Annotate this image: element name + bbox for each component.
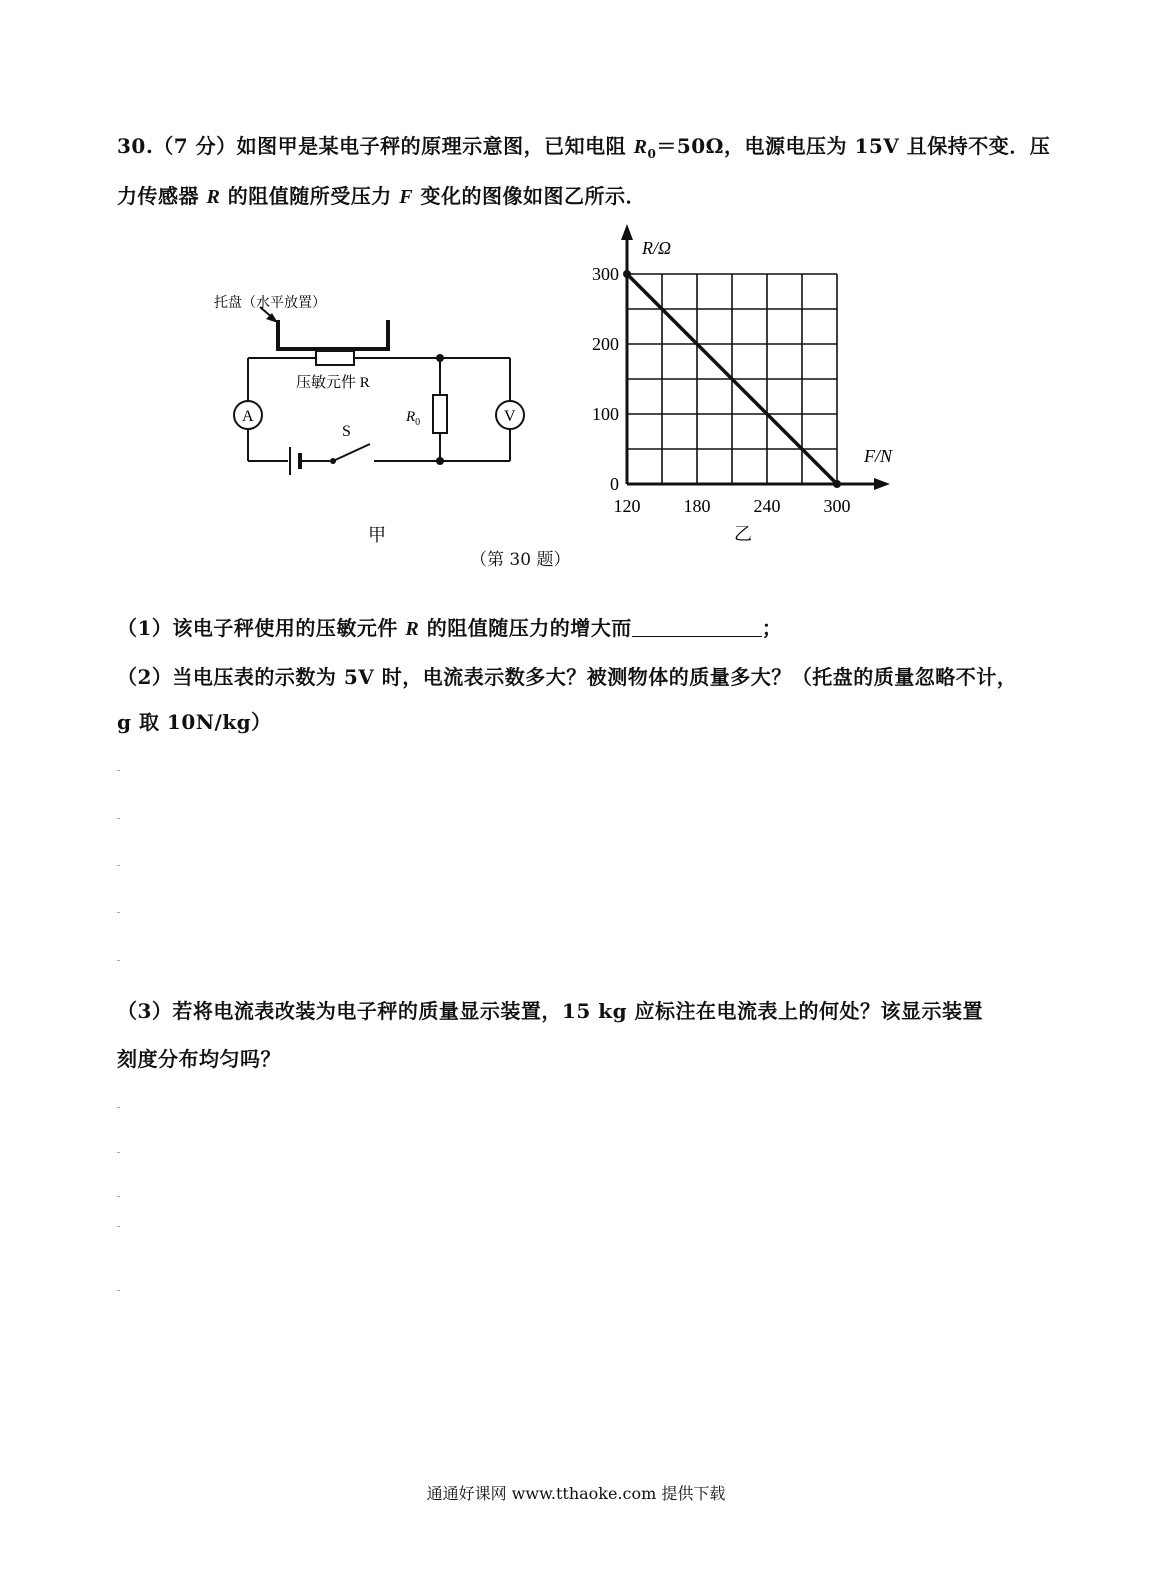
- sensor-label: 压敏元件 R: [296, 375, 370, 391]
- question-line-2: [117, 180, 646, 209]
- x-tick-label: 240: [753, 496, 781, 516]
- circuit-diagram: [200, 285, 540, 555]
- part-2-line-2: g 取 10N/kg）: [117, 710, 272, 734]
- margin-mark: [117, 1226, 120, 1227]
- y-tick-label: 0: [610, 474, 619, 494]
- question-text-1b: ＝50Ω，电源电压为 15V 且保持不变．压: [656, 134, 1051, 158]
- part-3-line-1: （3）若将电流表改装为电子秤的质量显示装置，15 kg 应标注在电流表上的何处？该显示装置: [117, 999, 984, 1023]
- part-1-text-b: 的阻值随压力的增大而: [419, 616, 632, 640]
- chart-ticks: [592, 264, 851, 516]
- switch-label: S: [342, 423, 351, 440]
- ammeter-label: A: [242, 408, 254, 425]
- y-tick-label: 100: [592, 404, 619, 424]
- data-point: [833, 480, 841, 488]
- question-text-2c: 变化的图像如图乙所示．: [413, 184, 647, 208]
- margin-mark: [117, 770, 120, 771]
- part-1: [117, 612, 782, 641]
- x-axis-label: F/N: [864, 446, 893, 466]
- r0-label-main: R: [406, 409, 416, 425]
- part-1-text-a: （1）该电子秤使用的压敏元件: [117, 616, 406, 640]
- circuit-caption: 甲: [368, 525, 386, 545]
- part-2-line-1: （2）当电压表的示数为 5V 时，电流表示数多大？被测物体的质量多大？（托盘的质量忽略不计，: [117, 665, 1018, 689]
- pressure-sensor: [316, 351, 354, 365]
- margin-mark: [117, 912, 120, 913]
- question-text-2a: 力传感器: [117, 184, 207, 208]
- margin-mark: [117, 818, 120, 819]
- resistor-r0: [433, 395, 447, 433]
- tray-label: 托盘（水平放置）: [214, 296, 326, 311]
- y-tick-label: 200: [592, 334, 619, 354]
- x-tick-label: 180: [683, 496, 711, 516]
- x-tick-label: 120: [613, 496, 641, 516]
- resistance-force-chart: [570, 220, 900, 560]
- y-axis-label: R/Ω: [642, 238, 672, 258]
- figure-caption: （第 30 题）: [470, 550, 571, 570]
- margin-mark: [117, 1152, 120, 1153]
- margin-mark: [117, 1107, 120, 1108]
- tray: [278, 320, 388, 349]
- page-footer: 通通好课网 www.tthaoke.com 提供下载: [426, 1484, 726, 1503]
- part-3-line-2: 刻度分布均匀吗？: [117, 1047, 281, 1071]
- r0-subscript: 0: [647, 147, 657, 161]
- y-tick-label: 300: [592, 264, 619, 284]
- chart-caption: 乙: [734, 524, 752, 544]
- question-text-2b: 的阻值随所受压力: [220, 184, 400, 208]
- margin-mark: [117, 865, 120, 866]
- question-number: 30.: [117, 134, 154, 158]
- r-symbol: R: [206, 186, 221, 208]
- r0-symbol: R: [633, 136, 648, 158]
- part-1-r-symbol: R: [405, 618, 420, 640]
- x-axis-arrow: [874, 478, 890, 490]
- f-symbol: F: [399, 186, 414, 208]
- question-text-1a: （7 分）如图甲是某电子秤的原理示意图，已知电阻: [153, 134, 634, 158]
- answer-blank[interactable]: [632, 618, 762, 637]
- r0-label: [405, 409, 420, 428]
- x-tick-label: 300: [823, 496, 851, 516]
- question-line-1: [117, 130, 1050, 161]
- r0-label-sub: 0: [415, 417, 421, 428]
- margin-mark: [117, 1290, 120, 1291]
- data-point: [623, 270, 631, 278]
- margin-mark: [117, 960, 120, 961]
- y-axis-arrow: [621, 224, 633, 240]
- voltmeter-label: V: [504, 408, 516, 425]
- part-1-end: ；: [761, 616, 783, 640]
- switch-blade: [333, 444, 370, 461]
- margin-mark: [117, 1196, 120, 1197]
